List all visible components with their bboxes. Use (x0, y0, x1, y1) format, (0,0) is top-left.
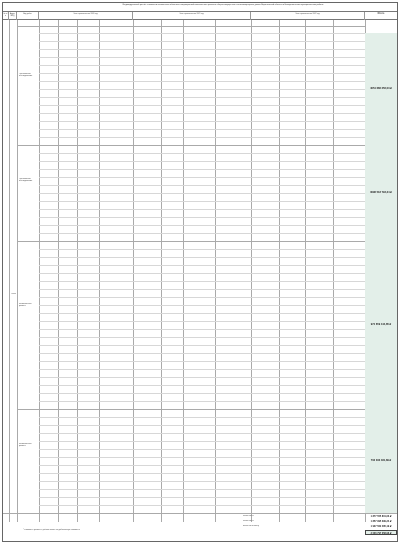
row-divider (39, 297, 365, 298)
row-divider (39, 497, 365, 498)
grid-line (77, 20, 78, 522)
grid-line (215, 20, 216, 522)
row-divider (39, 329, 365, 330)
col-stage-2020-header: Этап строительства 2020 год (39, 12, 133, 20)
row-divider (39, 81, 365, 82)
row-divider (39, 209, 365, 210)
grid-line (279, 20, 280, 522)
footer-label: Всего по объекту (243, 525, 259, 527)
section-divider (3, 513, 397, 514)
row-divider (39, 113, 365, 114)
row-divider (39, 161, 365, 162)
table-header (3, 12, 397, 20)
row-divider (39, 465, 365, 466)
row-divider (39, 65, 365, 66)
row-divider (39, 73, 365, 74)
row-divider (39, 393, 365, 394)
footer-sum: 1 857 995 399,24 ₽ (370, 520, 392, 523)
section-label: Техническое обследование (19, 73, 33, 78)
row-divider (39, 201, 365, 202)
document-title: Индивидуальный расчёт стоимости выполнения объектов и мероприятий капитального ремонта общего имущества в многоквартирных домах Воронежской области в Новоусманском муниципальном районе (122, 4, 324, 6)
footer-label: Итого по п.2 (243, 520, 255, 522)
footer-grand-sum: 2 006 797 058,96 ₽ (365, 530, 397, 535)
grid-line (333, 20, 334, 522)
row-divider (39, 385, 365, 386)
row-divider (39, 33, 365, 34)
grid-line (161, 20, 162, 522)
row-divider (39, 185, 365, 186)
total-amount: 703 032 481,89 ₽ (365, 409, 397, 513)
grid-line (99, 20, 100, 522)
row-divider (39, 193, 365, 194)
row-divider (39, 121, 365, 122)
section-divider (17, 145, 397, 146)
row-divider (39, 313, 365, 314)
row-divider (39, 489, 365, 490)
row-divider (39, 89, 365, 90)
row-divider (39, 353, 365, 354)
row-divider (39, 41, 365, 42)
row-divider (39, 57, 365, 58)
section-label: Техническое обследование (19, 178, 33, 183)
row-divider (39, 265, 365, 266)
row-divider (39, 361, 365, 362)
document-page (2, 2, 398, 542)
document-header (3, 3, 397, 12)
grid-line (251, 20, 252, 522)
section-label: Капитальный ремонт (19, 443, 32, 448)
grid-line (58, 20, 59, 522)
row-divider (39, 457, 365, 458)
row-divider (39, 281, 365, 282)
grid-line (133, 20, 134, 522)
settlement-label: Село (11, 293, 16, 295)
row-divider (39, 225, 365, 226)
col-work-type-header: Вид работ (17, 12, 39, 20)
row-divider (39, 441, 365, 442)
section-label: Капитальный ремонт (19, 303, 32, 308)
row-divider (39, 49, 365, 50)
row-divider (39, 217, 365, 218)
row-divider (39, 137, 365, 138)
row-divider (39, 505, 365, 506)
row-divider (39, 401, 365, 402)
row-divider (39, 129, 365, 130)
row-divider (39, 369, 365, 370)
col-total-header: Итого (377, 12, 385, 15)
row-divider (39, 289, 365, 290)
row-divider (39, 377, 365, 378)
row-divider (39, 417, 365, 418)
section-divider (17, 241, 397, 242)
footer-sum: 1 877 555 801,63 ₽ (370, 515, 392, 518)
grid-line (17, 20, 18, 522)
row-divider (39, 249, 365, 250)
row-divider (39, 337, 365, 338)
row-divider (39, 345, 365, 346)
col-stage-2021-header: Этап строительства 2021 год (133, 12, 251, 20)
grid-line (39, 20, 40, 522)
col-stage-2022-header: Этап строительства 2022 год (251, 12, 365, 20)
row-divider (39, 177, 365, 178)
row-divider (39, 473, 365, 474)
row-divider (39, 305, 365, 306)
total-amount: 974 659 444,85 ₽ (365, 241, 397, 409)
row-divider (39, 257, 365, 258)
row-divider (39, 425, 365, 426)
footnote: * стоимость указана с учётом налога на добавленную стоимость (23, 529, 80, 531)
grid-line (183, 20, 184, 522)
row-divider (39, 153, 365, 154)
row-divider (39, 273, 365, 274)
row-divider (17, 26, 365, 27)
footer-label: Итого по п.1 (243, 515, 255, 517)
grid-line (305, 20, 306, 522)
row-divider (39, 233, 365, 234)
total-amount: 4054 686 256,03 ₽ (365, 33, 397, 145)
row-divider (39, 169, 365, 170)
col-address-header: Адрес МКД (9, 12, 17, 20)
row-divider (39, 449, 365, 450)
grid-line (9, 20, 10, 522)
footer-sum: 1 937 562 485,19 ₽ (370, 525, 392, 528)
total-amount: 3098 518 793,34 ₽ (365, 145, 397, 241)
col-number-header: № п/п (3, 12, 9, 20)
section-divider (17, 409, 397, 410)
row-divider (39, 97, 365, 98)
row-divider (39, 321, 365, 322)
row-divider (39, 481, 365, 482)
row-divider (39, 433, 365, 434)
row-divider (39, 105, 365, 106)
